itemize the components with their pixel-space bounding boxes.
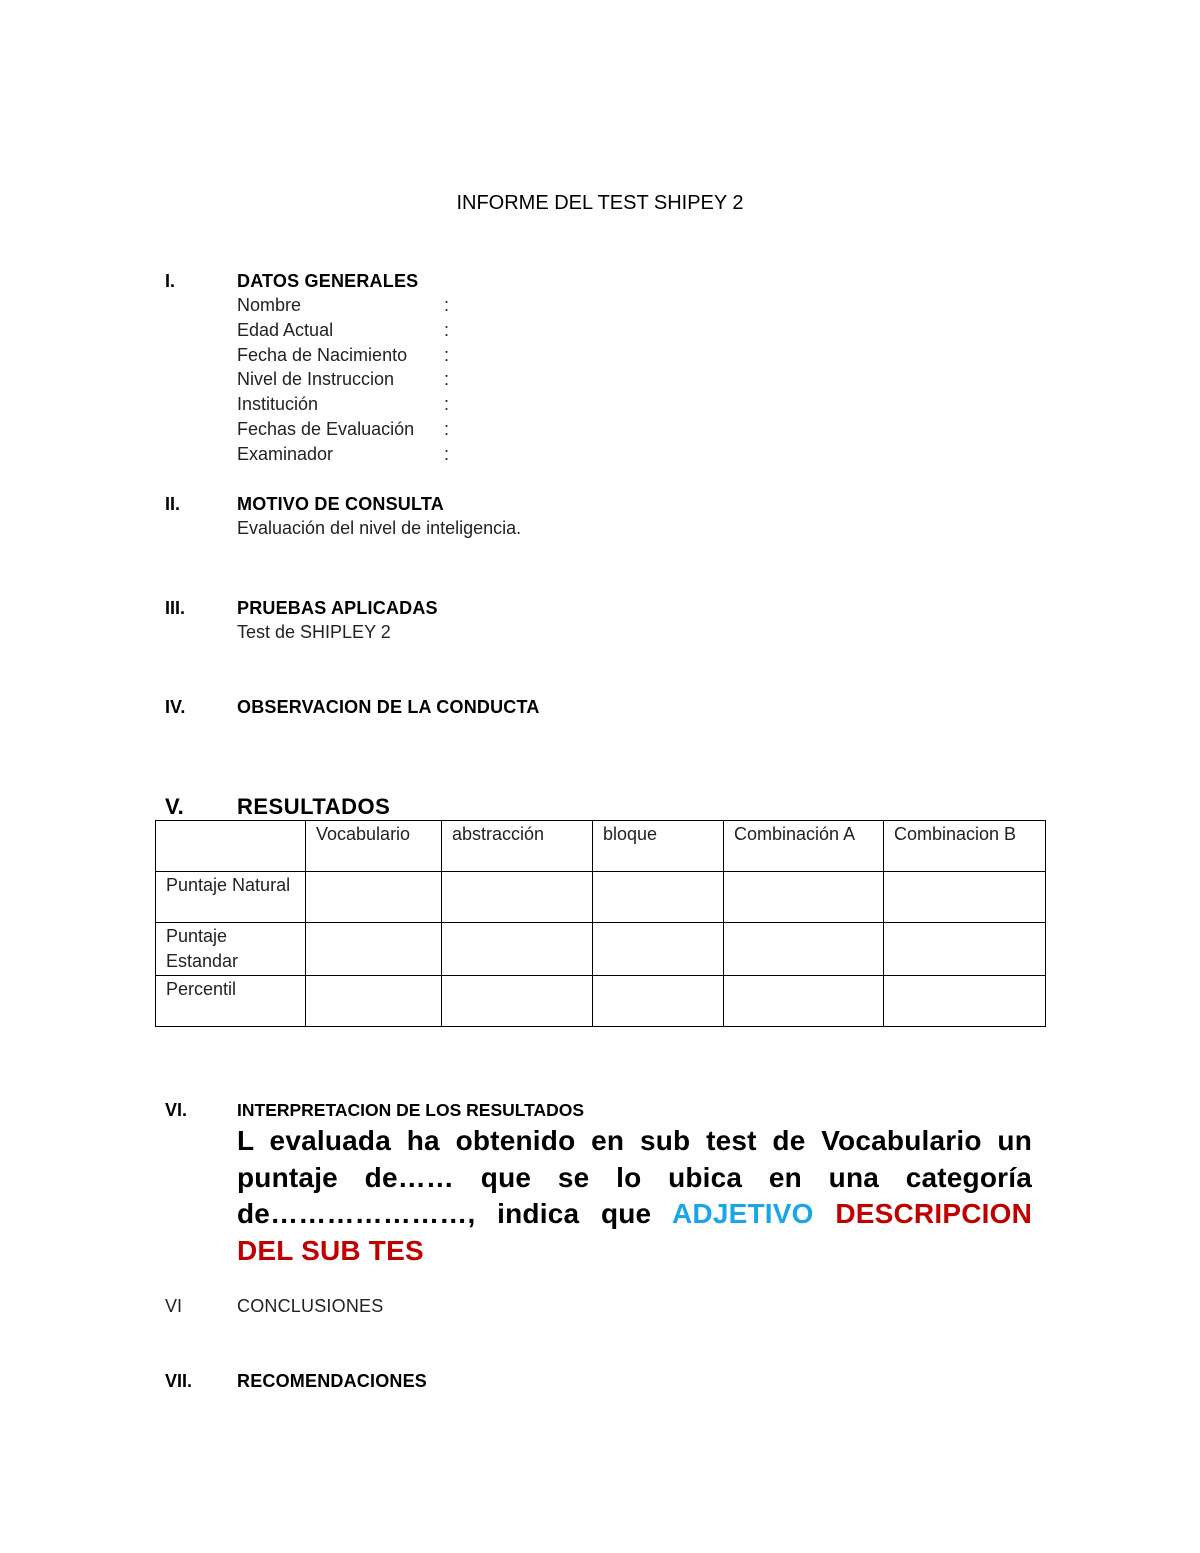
table-cell [593,976,724,1027]
pruebas-aplicadas-text: Test de SHIPLEY 2 [237,622,391,642]
table-cell [884,923,1046,976]
section-number-4: IV. [165,697,186,717]
table-cell [442,872,593,923]
section-number-6: VI. [165,1100,188,1120]
header-cell-combinacion-a: Combinación A [724,821,884,872]
field-examinador: Examinador : [237,443,450,464]
section-heading-conclusiones: CONCLUSIONES [237,1296,384,1316]
field-fecha-nacimiento: Fecha de Nacimiento : [237,344,450,365]
section-heading-resultados: RESULTADOS [237,794,391,819]
table-cell [306,923,442,976]
header-cell-bloque: bloque [593,821,724,872]
row-label-puntaje-natural: Puntaje Natural [156,872,306,923]
interpretation-adjetivo: ADJETIVO [672,1198,814,1229]
table-header-row [156,821,1046,872]
section-number-1: I. [165,271,176,291]
section-heading-motivo-consulta: MOTIVO DE CONSULTA [237,494,444,514]
motivo-consulta-text: Evaluación del nivel de inteligencia. [237,518,522,538]
table-cell [593,923,724,976]
table-cell [724,976,884,1027]
section-heading-recomendaciones: RECOMENDACIONES [237,1371,428,1391]
table-cell [442,976,593,1027]
table-cell [724,923,884,976]
table-cell [884,872,1046,923]
table-row [156,923,1046,976]
header-cell-combinacion-b: Combinacion B [884,821,1046,872]
results-table [155,820,1046,1027]
interpretation-text: L evaluada ha obtenido en sub test de Vocabulario un puntaje de…… que se lo ubica en una categoría de…………………, indica que [237,1125,1032,1229]
table-cell [884,976,1046,1027]
section-number-7: VII. [165,1371,193,1391]
document-title: INFORME DEL TEST SHIPEY 2 [456,192,744,214]
table-cell [306,872,442,923]
general-data-fields [237,293,449,467]
table-cell [306,976,442,1027]
field-nivel-instruccion: Nivel de Instruccion : [237,369,450,390]
row-label-puntaje-estandar: Puntaje Estandar [156,923,306,976]
section-number-conclusiones: VI [165,1296,183,1316]
table-cell [593,872,724,923]
section-heading-interpretacion: INTERPRETACION DE LOS RESULTADOS [237,1100,585,1120]
section-heading-pruebas-aplicadas: PRUEBAS APLICADAS [237,598,438,618]
header-cell-empty [156,821,306,872]
section-heading-observacion: OBSERVACION DE LA CONDUCTA [237,697,540,717]
interpretation-descripcion: DESCRIPCION DEL SUB TES [237,1198,1033,1266]
row-label-percentil: Percentil [156,976,306,1027]
table-row [156,976,1046,1027]
table-cell [724,872,884,923]
header-cell-abstraccion: abstracción [442,821,593,872]
section-number-3: III. [165,598,186,618]
field-fechas-evaluacion: Fechas de Evaluación : [237,418,450,439]
interpretation-paragraph [237,1123,1032,1269]
table-row [156,872,1046,923]
field-nombre: Nombre : [237,295,450,315]
header-cell-vocabulario: Vocabulario [306,821,442,872]
field-edad-actual: Edad Actual : [237,319,450,340]
field-institucion: Institución : [237,394,450,415]
section-number-2: II. [165,494,181,514]
section-heading-datos-generales: DATOS GENERALES [237,271,419,291]
section-number-5: V. [165,794,184,819]
table-cell [442,923,593,976]
